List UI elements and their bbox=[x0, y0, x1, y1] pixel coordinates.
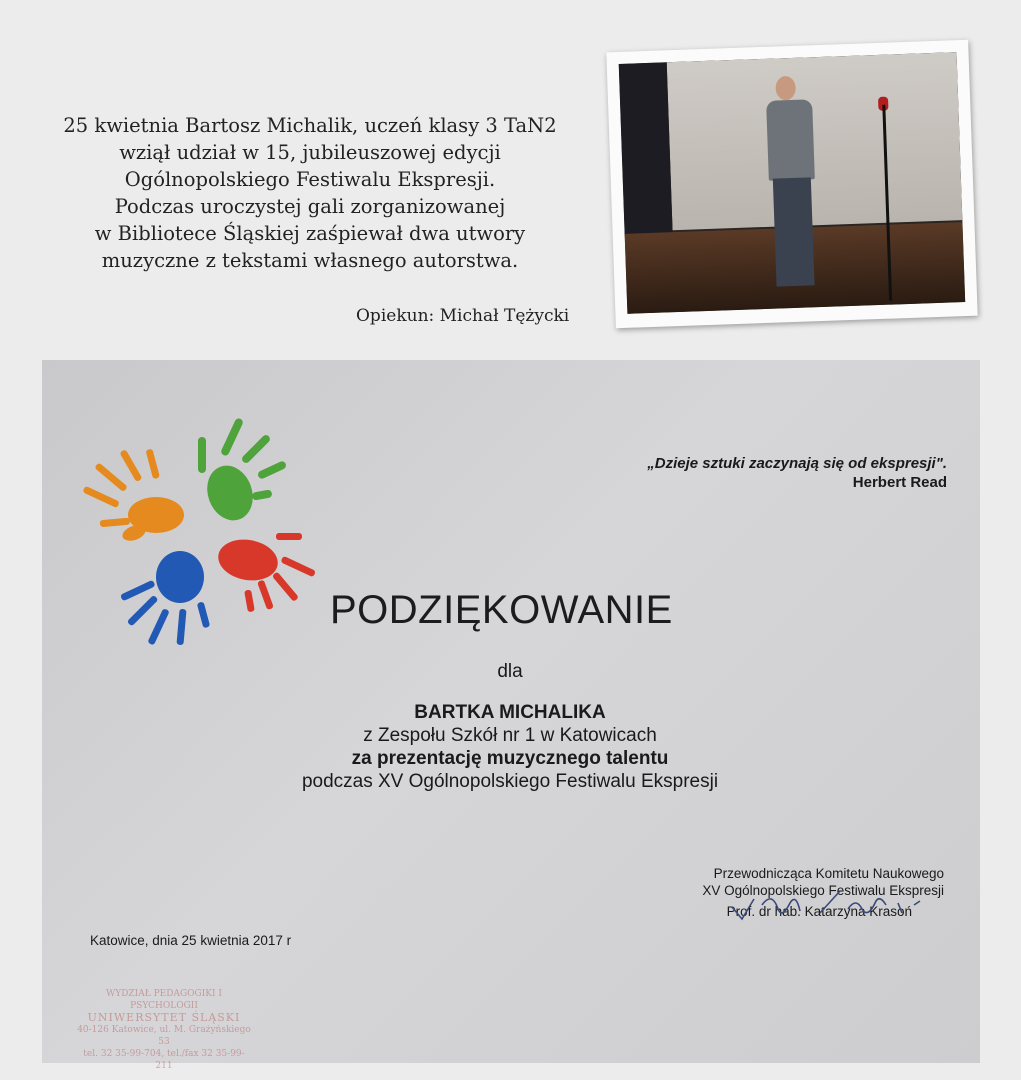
handprints-logo bbox=[80, 415, 320, 665]
for-word: dla bbox=[497, 661, 523, 682]
blue-hand-icon bbox=[120, 551, 210, 645]
orange-hand-icon bbox=[82, 448, 184, 543]
quote-text: „Dzieje sztuki zaczynają się od ekspresji". bbox=[647, 455, 947, 472]
intro-line: muzyczne z tekstami własnego autorstwa. bbox=[101, 249, 519, 272]
stamp-line: 40-126 Katowice, ul. M. Grażyńskiego 53 bbox=[77, 1025, 251, 1047]
intro-line: 25 kwietnia Bartosz Michalik, uczeń klasy 3 TaN2 bbox=[63, 114, 557, 137]
handwritten-signature bbox=[728, 885, 928, 925]
performer-legs bbox=[773, 177, 815, 286]
green-hand-icon bbox=[198, 417, 287, 527]
university-stamp bbox=[76, 988, 252, 1072]
stage-curtain bbox=[619, 62, 673, 236]
quote-block bbox=[647, 454, 947, 492]
stamp-line: UNIWERSYTET ŚLĄSKI bbox=[87, 1011, 241, 1024]
signatory-role: XV Ogólnopolskiego Festiwalu Ekspresji bbox=[702, 883, 944, 898]
certificate-body bbox=[260, 660, 760, 793]
intro-line: Ogólnopolskiego Festiwalu Ekspresji. bbox=[124, 168, 496, 191]
signatory-role: Przewodnicząca Komitetu Naukowego bbox=[713, 866, 944, 881]
projection-screen bbox=[667, 52, 963, 230]
intro-text bbox=[20, 112, 600, 274]
signatory-name: Prof. dr hab. Katarzyna Krasoń bbox=[726, 904, 912, 919]
intro-line: Podczas uroczystej gali zorganizowanej bbox=[114, 195, 506, 218]
intro-line: wziął udział w 15, jubileuszowej edycji bbox=[119, 141, 501, 164]
red-hand-icon bbox=[215, 533, 316, 612]
recipient-name: BARTKA MICHALIKA bbox=[414, 702, 606, 723]
guardian-note: Opiekun: Michał Tężycki bbox=[356, 306, 570, 326]
stamp-line: WYDZIAŁ PEDAGOGIKI I PSYCHOLOGII bbox=[106, 989, 222, 1011]
performer-body bbox=[766, 99, 815, 181]
issue-date: Katowice, dnia 25 kwietnia 2017 r bbox=[90, 933, 292, 948]
event-line: podczas XV Ogólnopolskiego Festiwalu Ekspresji bbox=[301, 771, 719, 792]
performance-photo bbox=[619, 52, 966, 314]
quote-author: Herbert Read bbox=[852, 474, 947, 491]
reason-line: za prezentację muzycznego talentu bbox=[351, 748, 669, 769]
stamp-line: tel. 32 35-99-704, tel./fax 32 35-99-211 bbox=[83, 1049, 245, 1071]
school-line: z Zespołu Szkół nr 1 w Katowicach bbox=[363, 725, 657, 746]
performance-photo-frame bbox=[606, 40, 977, 328]
certificate bbox=[42, 360, 980, 1071]
intro-line: w Bibliotece Śląskiej zaśpiewał dwa utwory bbox=[94, 222, 526, 245]
certificate-title: PODZIĘKOWANIE bbox=[330, 588, 673, 632]
